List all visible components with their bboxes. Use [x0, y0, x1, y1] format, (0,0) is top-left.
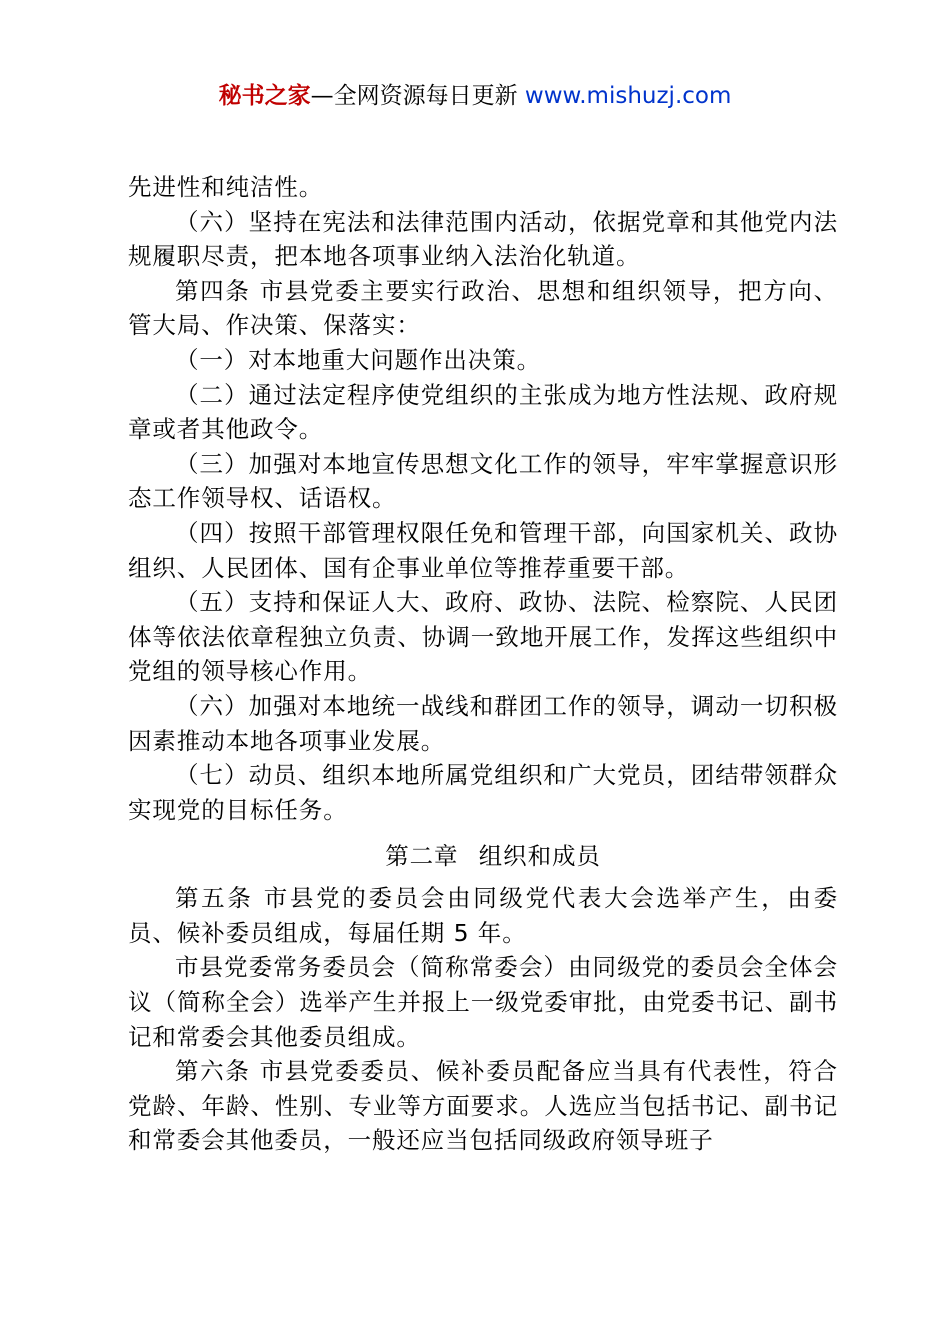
paragraph: （二）通过法定程序使党组织的主张成为地方性法规、政府规章或者其他政令。 [128, 380, 838, 444]
article-5: 第五条 市县党的委员会由同级党代表大会选举产生，由委员、候补委员组成，每届任期 5 年。 [128, 884, 838, 947]
paragraph: 市县党委常务委员会（简称常委会）由同级党的委员会全体会议（简称全会）选举产生并报上一级党委审批，由党委书记、副书记和常委会其他委员组成。 [128, 953, 838, 1051]
paragraph: （七）动员、组织本地所属党组织和广大党员，团结带领群众实现党的目标任务。 [128, 761, 838, 824]
paragraph: （五）支持和保证人大、政府、政协、法院、检察院、人民团体等依法依章程独立负责、协调一致地开展工作，发挥这些组织中党组的领导核心作用。 [128, 588, 838, 686]
article-6: 第六条 市县党委委员、候补委员配备应当具有代表性，符合党龄、年龄、性别、专业等方面要求。人选应当包括书记、副书记和常委会其他委员，一般还应当包括同级政府领导班子 [128, 1057, 838, 1155]
paragraph: （四）按照干部管理权限任免和管理干部，向国家机关、政协组织、人民团体、国有企事业单位等推荐重要干部。 [128, 518, 838, 582]
paragraph: （三）加强对本地宣传思想文化工作的领导，牢牢掌握意识形态工作领导权、话语权。 [128, 449, 838, 513]
chapter-title: 第二章 组织和成员 [385, 842, 601, 871]
paragraph: （六）加强对本地统一战线和群团工作的领导，调动一切积极因素推动本地各项事业发展。 [128, 691, 838, 755]
header-tagline: —全网资源每日更新 [310, 83, 518, 109]
paragraph: 先进性和纯洁性。 [128, 173, 324, 201]
brand-name: 秘书之家 [218, 83, 311, 109]
article-4: 第四条 市县党委主要实行政治、思想和组织领导，把方向、管大局、作决策、保落实： [128, 276, 838, 340]
page-header [0, 80, 950, 112]
document-body [128, 170, 838, 1158]
paragraph: （六）坚持在宪法和法律范围内活动，依据党章和其他党内法规履职尽责，把本地各项事业纳入法治化轨道。 [128, 207, 838, 271]
website-link[interactable]: www.mishuzj.com [524, 83, 732, 109]
paragraph: （一）对本地重大问题作出决策。 [175, 345, 541, 374]
